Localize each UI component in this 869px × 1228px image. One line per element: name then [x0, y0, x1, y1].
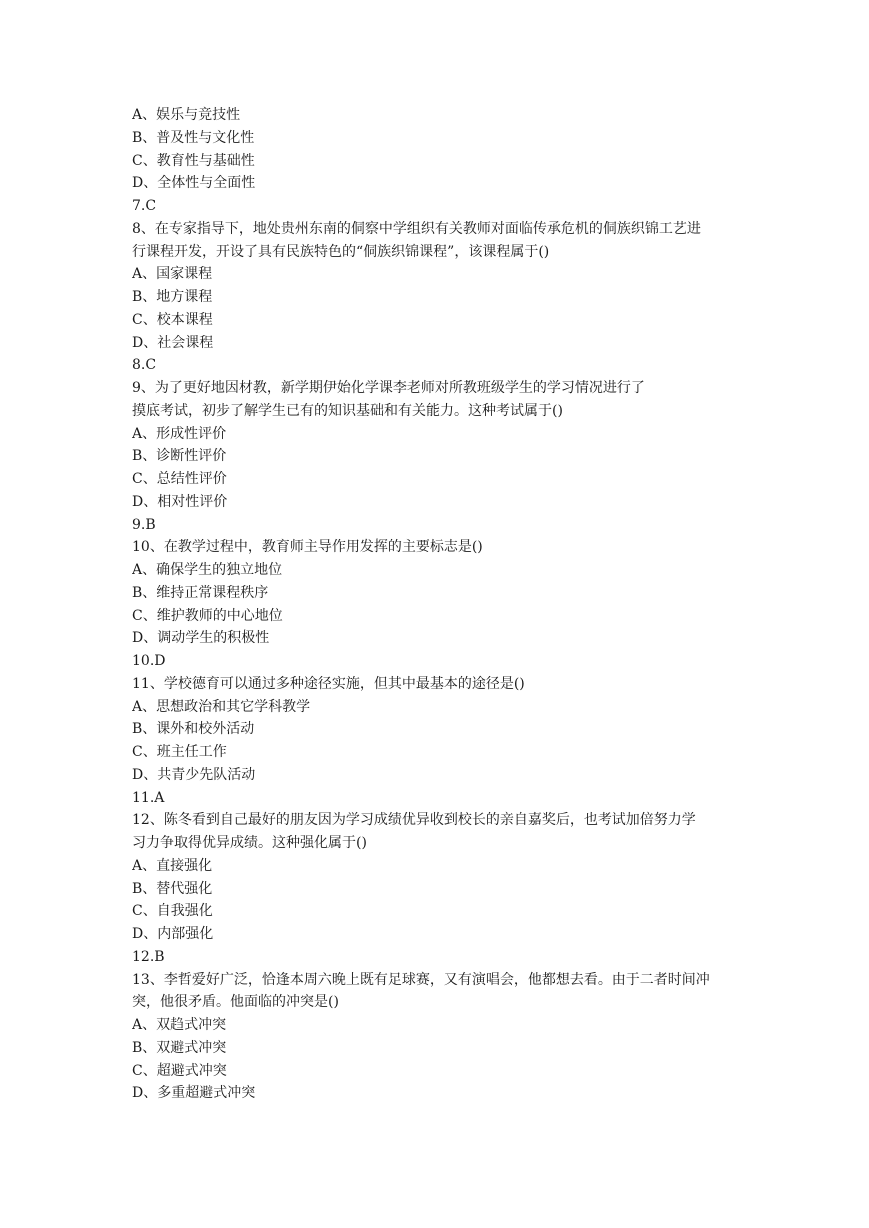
option-line: C、维护教师的中心地位: [132, 607, 283, 624]
option-line: A、确保学生的独立地位: [132, 562, 283, 578]
option-line: D、共青少先队活动: [132, 766, 256, 783]
answer-line: 12.B: [132, 948, 165, 965]
question-line: 9、为了更好地因材教，新学期伊始化学课李老师对所教班级学生的学习情况进行了: [132, 380, 645, 396]
option-line: B、地方课程: [132, 289, 213, 305]
option-line: A、双趋式冲突: [132, 1017, 227, 1033]
option-line: A、国家课程: [132, 266, 213, 283]
option-line: A、娱乐与竞技性: [132, 107, 241, 123]
answer-line: 9.B: [132, 516, 156, 533]
question-line: 突，他很矛盾。他面临的冲突是(): [132, 994, 339, 1011]
option-line: C、自我强化: [132, 903, 213, 920]
option-line: B、课外和校外活动: [132, 721, 255, 738]
option-line: D、多重超避式冲突: [132, 1085, 256, 1102]
option-line: D、调动学生的积极性: [132, 630, 270, 647]
option-line: B、替代强化: [132, 880, 213, 897]
option-line: B、普及性与文化性: [132, 129, 255, 146]
option-line: B、双避式冲突: [132, 1039, 227, 1056]
answer-line: 10.D: [132, 653, 166, 669]
option-line: A、直接强化: [132, 857, 213, 874]
question-line: 12、陈冬看到自己最好的朋友因为学习成绩优异收到校长的亲自嘉奖后，也考试加倍努力学: [132, 812, 696, 829]
option-line: C、校本课程: [132, 311, 213, 328]
answer-line: 8.C: [132, 357, 157, 374]
question-line: 行课程开发，开设了具有民族特色的“侗族织锦课程”，该课程属于(): [132, 243, 550, 260]
answer-line: 7.C: [132, 198, 157, 214]
option-line: D、社会课程: [132, 334, 214, 351]
question-line: 8、在专家指导下，地处贵州东南的侗察中学组织有关教师对面临传承危机的侗族织锦工艺进: [132, 220, 701, 237]
question-line: 习力争取得优异成绩。这种强化属于(): [132, 835, 367, 851]
option-line: D、内部强化: [132, 926, 214, 942]
option-line: C、教育性与基础性: [132, 152, 255, 169]
option-line: A、形成性评价: [132, 425, 227, 442]
option-line: D、全体性与全面性: [132, 175, 256, 192]
question-line: 摸底考试，初步了解学生已有的知识基础和有关能力。这种考试属于(): [132, 402, 563, 419]
question-line: 10、在教学过程中，教育师主导作用发挥的主要标志是(): [132, 539, 483, 556]
document-body: [132, 104, 742, 1105]
answer-line: 11.A: [132, 789, 165, 806]
option-line: D、相对性评价: [132, 493, 228, 510]
option-line: B、诊断性评价: [132, 448, 227, 465]
question-line: 13、李哲爱好广泛，恰逢本周六晚上既有足球赛，又有演唱会，他都想去看。由于二者时间冲: [132, 971, 710, 988]
option-line: B、维持正常课程秩序: [132, 584, 269, 601]
option-line: C、超避式冲突: [132, 1062, 227, 1079]
option-line: A、思想政治和其它学科教学: [132, 698, 311, 715]
question-line: 11、学校德育可以通过多种途径实施，但其中最基本的途径是(): [132, 675, 525, 692]
option-line: C、班主任工作: [132, 744, 227, 760]
option-line: C、总结性评价: [132, 471, 227, 487]
